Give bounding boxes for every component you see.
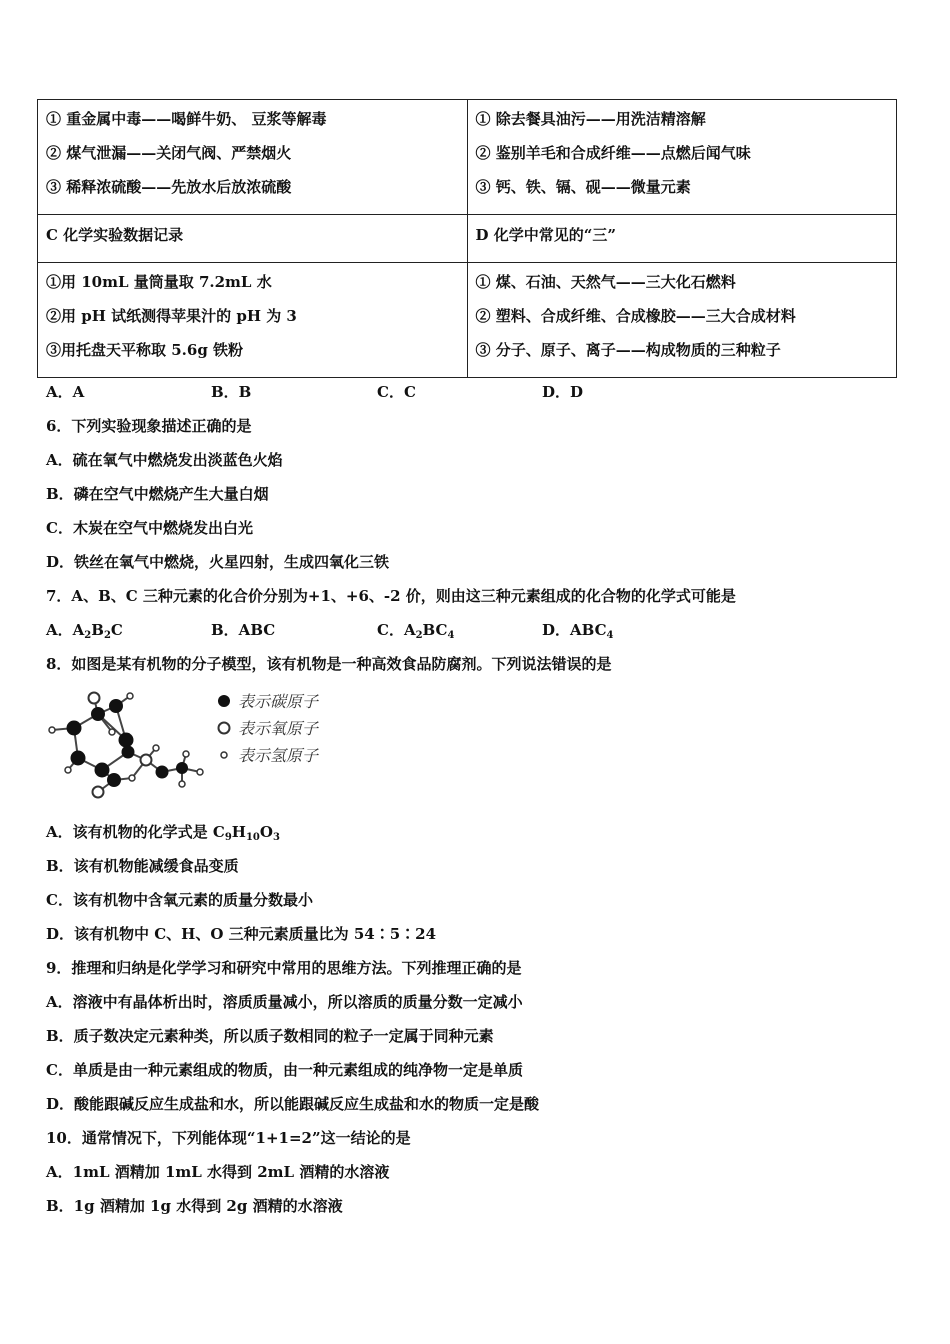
q7-option-a: A．$A_2B_2C$ [46, 621, 123, 641]
table-header-d: D 化学中常见的“三” [467, 215, 897, 263]
oxygen-atom [141, 755, 152, 766]
legend-hydrogen-symbol [221, 752, 227, 758]
table-cell-b [467, 100, 897, 215]
q5-option-d: D．D [542, 383, 584, 401]
table-line: ① 重金属中毒——喝鲜牛奶、 豆浆等解毒 [46, 110, 327, 128]
comparison-table [37, 99, 897, 378]
table-line: ③用托盘天平称取 5.6g 铁粉 [46, 341, 244, 359]
legend-oxygen-symbol [219, 723, 230, 734]
table-line: ③ 稀释浓硫酸——先放水后放浓硫酸 [46, 178, 292, 196]
q6-option-c: C．木炭在空气中燃烧发出白光 [46, 519, 253, 537]
table-line: ③ 钙、铁、镉、砚——微量元素 [475, 178, 691, 196]
table-line: ② 鉴别羊毛和合成纤维——点燃后闻气味 [475, 144, 751, 162]
q7-option-b: B．ABC [211, 621, 276, 639]
q5-option-b: B．B [211, 383, 252, 401]
hydrogen-atom [197, 769, 203, 775]
q9-option-a: A．溶液中有晶体析出时，溶质质量减小，所以溶质的质量分数一定减小 [46, 993, 523, 1011]
q9-option-c: C．单质是由一种元素组成的物质，由一种元素组成的纯净物一定是单质 [46, 1061, 523, 1079]
q9-option-d: D．酸能跟碱反应生成盐和水，所以能跟碱反应生成盐和水的物质一定是酸 [46, 1095, 540, 1113]
legend-carbon-label: 表示碳原子 [238, 692, 319, 711]
q8-option-c: C．该有机物中含氧元素的质量分数最小 [46, 891, 313, 909]
q8-option-a: A．该有机物的化学式是 $C_9H_{10}O_3$ [46, 823, 280, 843]
oxygen-atom [93, 787, 104, 798]
q7-option-c: C．$A_2BC_4$ [377, 621, 455, 641]
carbon-atom [95, 763, 110, 778]
table-line: ② 煤气泄漏——关闭气阀、严禁烟火 [46, 144, 292, 162]
q10-stem: 10．通常情况下，下列能体现“1+1=2”这一结论的是 [46, 1129, 411, 1147]
hydrogen-atom [109, 729, 115, 735]
carbon-atom [176, 762, 188, 774]
q10-option-b: B．1g 酒精加 1g 水得到 2g 酒精的水溶液 [46, 1197, 343, 1215]
table-line: ②用 pH 试纸测得苹果汁的 pH 为 3 [46, 307, 297, 325]
q7-option-d: D．$ABC_4$ [542, 621, 614, 641]
table-line: ① 除去餐具油污——用洗洁精溶解 [475, 110, 706, 128]
q8-stem: 8．如图是某有机物的分子模型，该有机物是一种高效食品防腐剂。下列说法错误的是 [46, 655, 612, 673]
hydrogen-atom [49, 727, 55, 733]
q8-option-d: D．该有机物中 C、H、O 三种元素质量比为 54∶5∶24 [46, 925, 437, 943]
oxygen-atom [89, 693, 100, 704]
legend-hydrogen-label: 表示氢原子 [238, 746, 319, 765]
table-line: ② 塑料、合成纤维、合成橡胶——三大合成材料 [475, 307, 796, 325]
table-line: ③ 分子、原子、离子——构成物质的三种粒子 [475, 341, 781, 359]
carbon-atom [107, 773, 121, 787]
hydrogen-atom [153, 745, 159, 751]
q7-stem: 7．A、B、C 三种元素的化合价分别为+1、+6、-2 价，则由这三种元素组成的化合物的化学式可能是 [46, 587, 736, 605]
carbon-atom [71, 751, 86, 766]
carbon-atom [156, 766, 169, 779]
q6-stem: 6．下列实验现象描述正确的是 [46, 417, 252, 435]
hydrogen-atom [129, 775, 135, 781]
q9-option-b: B．质子数决定元素种类，所以质子数相同的粒子一定属于同种元素 [46, 1027, 494, 1045]
hydrogen-atom [65, 767, 71, 773]
carbon-atom [122, 746, 135, 759]
molecule-atoms [49, 693, 203, 798]
carbon-atom [91, 707, 105, 721]
q8-option-b: B．该有机物能减缓食品变质 [46, 857, 239, 875]
q6-option-b: B．磷在空气中燃烧产生大量白烟 [46, 485, 269, 503]
molecule-legend [218, 692, 319, 765]
q6-option-a: A．硫在氧气中燃烧发出淡蓝色火焰 [46, 451, 283, 469]
table-line: ①用 10mL 量筒量取 7.2mL 水 [46, 273, 272, 291]
table-line: ① 煤、石油、天然气——三大化石燃料 [475, 273, 736, 291]
q10-option-a: A．1mL 酒精加 1mL 水得到 2mL 酒精的水溶液 [46, 1163, 390, 1181]
carbon-atom [119, 733, 134, 748]
table-cell-d [467, 263, 897, 378]
carbon-atom [109, 699, 123, 713]
legend-oxygen-label: 表示氧原子 [238, 719, 319, 738]
hydrogen-atom [183, 751, 189, 757]
q9-stem: 9．推理和归纳是化学学习和研究中常用的思维方法。下列推理正确的是 [46, 959, 522, 977]
molecule-model-figure [46, 688, 346, 800]
legend-carbon-symbol [218, 695, 230, 707]
carbon-atom [67, 721, 82, 736]
q5-option-a: A．A [46, 383, 85, 401]
q6-option-d: D．铁丝在氧气中燃烧，火星四射，生成四氧化三铁 [46, 553, 390, 571]
table-cell-c [38, 263, 468, 378]
hydrogen-atom [179, 781, 185, 787]
hydrogen-atom [127, 693, 133, 699]
table-cell-a [38, 100, 468, 215]
table-header-c: C 化学实验数据记录 [38, 215, 468, 263]
q5-option-c: C．C [377, 383, 416, 401]
